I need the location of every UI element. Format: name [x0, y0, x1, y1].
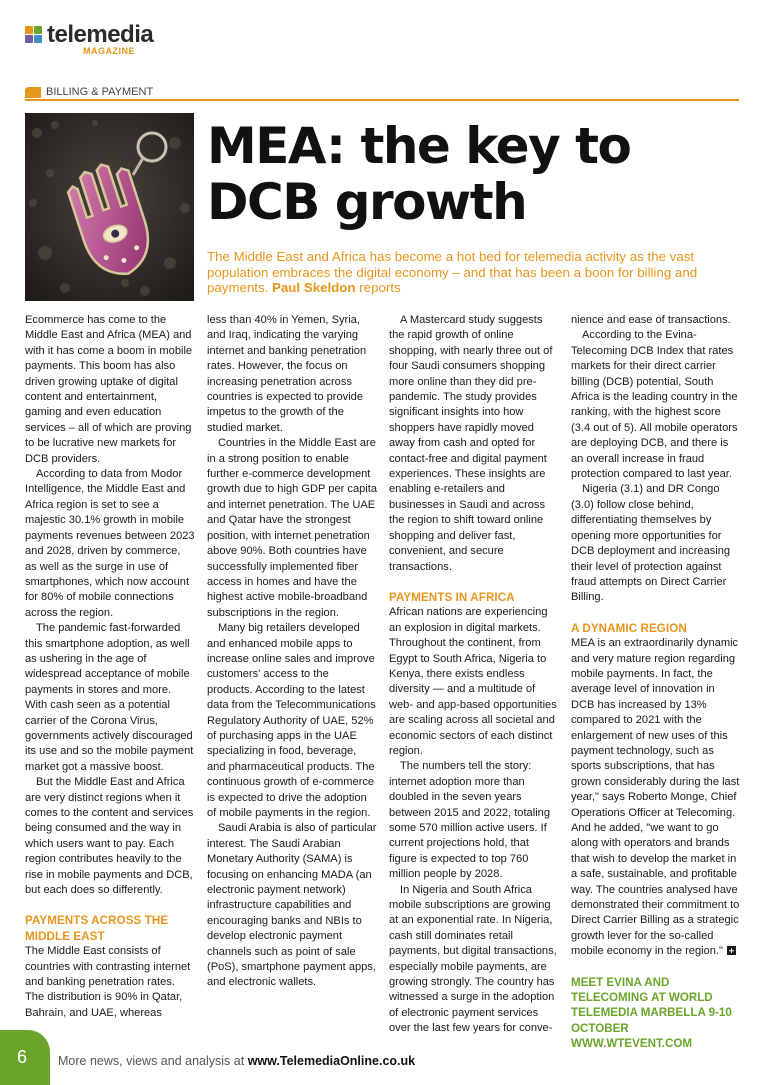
hamsa-keyring-image [25, 113, 194, 301]
subheading: PAYMENTS ACROSS THE MIDDLE EAST [25, 914, 169, 943]
paragraph: The numbers tell the story: internet adoption more than doubled in the seven years between 2015 and 2022, totaling some 570 million active users. If current projections hold, that figure is expected to top 760 million people by 2028. [389, 760, 550, 881]
article-photo [25, 113, 194, 301]
section-tab-icon [25, 87, 41, 98]
standfirst-text: The Middle East and Africa has become a hot bed for telemedia activity as the vast population embraces the digital economy – and that has been a boon for billing and payments. [207, 249, 698, 295]
author-reports: reports [359, 280, 401, 295]
logo-wordmark: telemedia [47, 21, 154, 48]
footer-text: More news, views and analysis at [58, 1054, 245, 1068]
paragraph: Many big retailers developed and enhanced mobile apps to increase online sales and improve customers' access to the products. According to the latest data from the Telecommunications Regulatory Authority of UAE, 52% of purchasing apps in the UAE specializing in food, beverage, and pharmaceutical products. The continuous growth of e-commerce is expected to drive the adoption of mobile payments in the region. [207, 622, 376, 819]
event-promo: MEET EVINA AND TELECOMING AT WORLD TELEMEDIA MARBELLA 9-10 OCTOBER WWW.WTEVENT.COM [571, 975, 732, 1051]
article-column-2 [207, 313, 377, 991]
footer-line [58, 1054, 415, 1068]
paragraph: nience and ease of transactions. [571, 314, 731, 326]
paragraph: Ecommerce has come to the Middle East and Africa (MEA) and with it has come a boom in mobile payments. This boom has also driven growing uptake of digital content and entertainment, gaming and even education services – all of which are proving to be lucrative new markets for DCB providers. [25, 314, 193, 465]
article-column-4 [571, 313, 741, 1052]
paragraph-text: MEA is an extraordinarily dynamic and very mature region regarding mobile payments. In fact, the average level of innovation in DCB has increased by 13% compared to 2021 with the enlargement of new uses of this payment technology, such as sports subscriptions, that has grown considerably during the last year," says Roberto Monge, Chief Operations Officer at Telecoming. And he added, "we want to go along with operators and brands that wish to develop the market in a safe, sustainable, and profitable way. The countries analysed have demonstrated their commitment to Direct Carrier Billing as a strategic growth lever for the so-called mobile economy in the region." [571, 637, 740, 958]
subheading: A DYNAMIC REGION [571, 621, 687, 635]
end-of-article-icon [727, 946, 736, 955]
subheading: PAYMENTS IN AFRICA [389, 590, 515, 604]
article-title [207, 118, 747, 230]
section-label: BILLING & PAYMENT [46, 86, 154, 98]
title-line-2: DCB growth [207, 173, 527, 231]
section-header [25, 86, 739, 101]
paragraph: In Nigeria and South Africa mobile subscriptions are growing at an exponential rate. In Nigeria, cash still dominates retail payments, but digital transactions, especially mobile payments, are growing strongly. The country has witnessed a surge in the adoption of electronic payment services over the last few years for conve- [389, 883, 557, 1035]
paragraph: less than 40% in Yemen, Syria, and Iraq, indicating the varying internet and banking penetration rates. However, the focus on increasing penetration across countries is expected to provide impetus to the growth of the studied market. [207, 314, 367, 434]
magazine-logo [25, 22, 225, 56]
paragraph: According to the Evina-Telecoming DCB Index that rates markets for their direct carrier billing (DCB) potential, South Africa is the leading country in the ranking, with the highest score (3.4 out of 5). All mobile operators are deploying DCB, and there is an overall increase in fraud protection compared to last year. [571, 329, 738, 481]
paragraph: The pandemic fast-forwarded this smartphone adoption, as well as ushering in the age of widespread acceptance of mobile payments in stores and more. With cash seen as a potential carrier of the Corona Virus, governments actively discouraged its use and so the mobile payment market got a massive boost. [25, 622, 194, 773]
paragraph: African nations are experiencing an explosion in digital markets. Throughout the continent, from Egypt to South Africa, Nigeria to Kenya, there exists endless diversity — and a multitude of web- and app-based opportunities are scaling across all societal and economic sectors of each distinct region. [389, 606, 557, 757]
paragraph: A Mastercard study suggests the rapid growth of online shopping, with nearly three out of four Saudi consumers shopping more online than they did pre-pandemic. The study provides significant insights into how shoppers have rapidly moved away from cash and opted for contact-free and digital payment experiences. These insights are enabling e-retailers and businesses in Saudi and across the region to shift toward online shopping and deliver fast, convenient, and secure transactions. [389, 314, 553, 573]
logo-mark-icon [25, 26, 43, 44]
footer-url-link[interactable]: www.TelemediaOnline.co.uk [247, 1054, 416, 1068]
logo-subtitle: MAGAZINE [83, 46, 135, 56]
page-number: 6 [16, 1047, 27, 1067]
paragraph: Saudi Arabia is also of particular interest. The Saudi Arabian Monetary Authority (SAMA) is focusing on enhancing MADA (an electronic payment network) infrastructure capabilities and encouraging banks and NBIs to develop electronic payment channels such as point of sale (PoS), smartphone payment apps, and electronic wallets. [207, 822, 377, 989]
title-line-1: MEA: the key to [207, 117, 631, 175]
paragraph: The Middle East consists of countries with contrasting internet and banking penetration rates. The distribution is 90% in Qatar, Bahrain, and UAE, whereas [25, 945, 191, 1019]
paragraph: Nigeria (3.1) and DR Congo (3.0) follow close behind, differentiating themselves by opening more opportunities for DCB deployment and increasing their level of protection against fraud attempts on Direct Carrier Billing. [571, 483, 731, 604]
article-column-3 [389, 313, 559, 1037]
paragraph: Countries in the Middle East are in a strong position to enable further e-commerce development growth due to high GDP per capita and internet penetration. The UAE and Qatar have the strongest position, with internet penetration above 90%. Both countries have successfully implemented fiber access in homes and have the highest active mobile-broadband subscriptions in the region. [207, 437, 378, 619]
article-column-1 [25, 313, 195, 1021]
article-standfirst [207, 249, 742, 296]
paragraph [571, 636, 741, 960]
paragraph: According to data from Modor Intelligence, the Middle East and Africa region is set to see a majestic 30.1% growth in mobile payments revenues between 2023 and 2028, driven by commerce, as well as the surge in use of smartphones, which now account for 80% of mobile connections across the region. [25, 468, 195, 619]
paragraph: But the Middle East and Africa are very distinct regions when it comes to the content and services being consumed and the way in which users want to pay. Each region contributes heavily to the rise in mobile payments and DCB, but each does so differently. [25, 776, 194, 897]
author-name: Paul Skeldon [272, 280, 356, 295]
